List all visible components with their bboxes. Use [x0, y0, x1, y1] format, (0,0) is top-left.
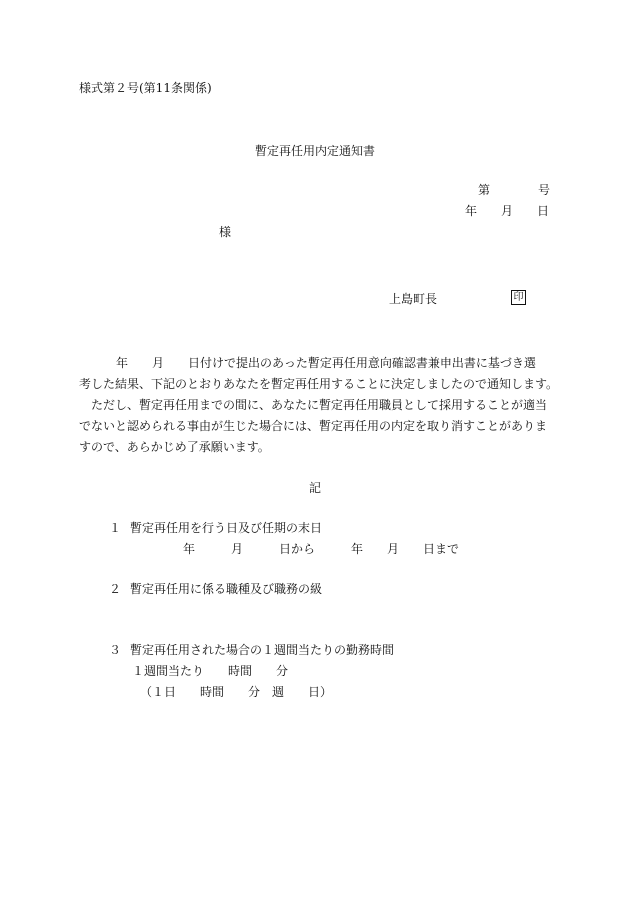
item-3-number: ３: [109, 643, 122, 657]
item-2-number: ２: [109, 582, 122, 596]
issuer-name: 上島町長: [389, 292, 438, 306]
item-1-title: 暫定再任用を行う日及び任期の末日: [130, 521, 323, 535]
item-3-title: 暫定再任用された場合の１週間当たりの勤務時間: [130, 643, 395, 657]
item-2-title: 暫定再任用に係る職種及び職務の級: [130, 582, 323, 596]
body-line-1: 年 月 日付けで提出のあった暫定再任用意向確認書兼申出書に基づき選: [116, 356, 536, 370]
ki-heading: 記: [309, 481, 322, 495]
body-line-2: 考した結果、下記のとおりあなたを暫定再任用することに決定しましたので通知します。: [79, 377, 559, 391]
item-1-detail: 年 月 日から 年 月 日まで: [183, 542, 460, 556]
document-number: 第 号: [478, 183, 551, 197]
body-line-3: ただし、暫定再任用までの間に、あなたに暫定再任用職員として採用することが適当: [91, 398, 548, 412]
item-3-detail-2: （１日 時間 分 週 日）: [140, 685, 333, 699]
item-3-detail-1: １週間当たり 時間 分: [132, 664, 289, 678]
form-label: 様式第２号(第11条関係): [79, 81, 212, 95]
page-title: 暫定再任用内定通知書: [255, 144, 376, 158]
seal-stamp: 印: [511, 290, 526, 305]
body-line-4: でないと認められる事由が生じた場合には、暫定再任用の内定を取り消すことがありま: [79, 419, 548, 433]
addressee-suffix: 様: [219, 225, 232, 239]
issue-date: 年 月 日: [465, 204, 550, 218]
item-1-number: １: [109, 521, 122, 535]
body-line-5: すので、あらかじめ了承願います。: [79, 440, 270, 454]
